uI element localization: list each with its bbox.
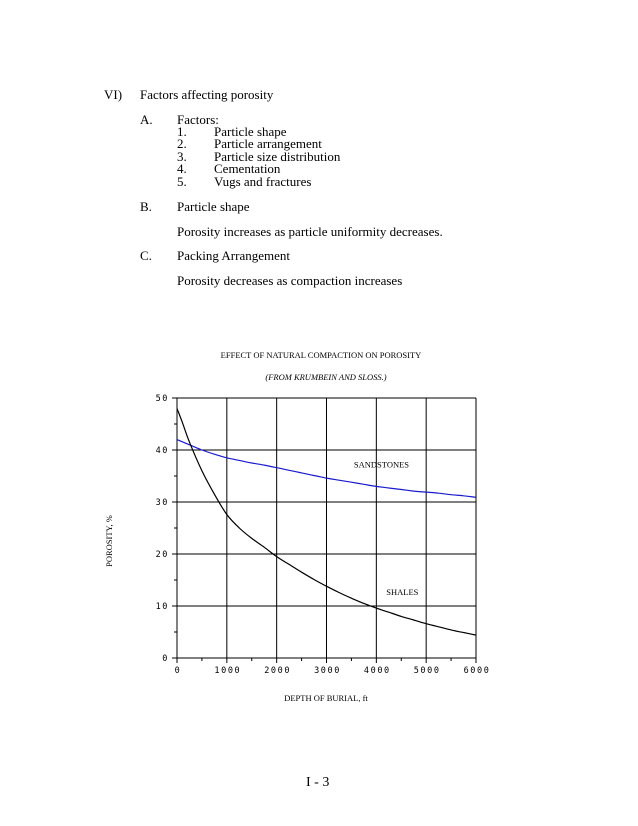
- subsection-b-title: Particle shape: [177, 199, 250, 214]
- factor-5-text: Vugs and fractures: [214, 174, 312, 189]
- x-tick-label: 5000: [413, 666, 441, 676]
- x-tick-label: 0: [174, 666, 182, 676]
- subsection-c-body: Porosity decreases as compaction increases: [177, 273, 403, 288]
- y-axis-label: POROSITY, %: [104, 515, 114, 567]
- subsection-a-title: Factors:: [177, 112, 219, 127]
- section-number: VI): [104, 87, 123, 102]
- y-tick-label: 10: [155, 602, 169, 612]
- chart-title: EFFECT OF NATURAL COMPACTION ON POROSITY: [220, 350, 422, 360]
- y-tick-label: 0: [162, 654, 169, 664]
- subsection-c-title: Packing Arrangement: [177, 248, 290, 263]
- series-label-shales: SHALES: [386, 587, 419, 598]
- x-tick-label: 1000: [214, 666, 242, 676]
- series-label-sandstones: SANDSTONES: [353, 459, 410, 470]
- factor-1-text: Particle shape: [214, 124, 287, 139]
- y-tick-label: 50: [155, 394, 169, 404]
- chart-subtitle: (FROM KRUMBEIN AND SLOSS.): [265, 372, 387, 382]
- subsection-b-body: Porosity increases as particle uniformity decreases.: [177, 224, 443, 239]
- chart-ticks: [156, 394, 491, 676]
- page-number: I - 3: [306, 775, 330, 790]
- x-axis-label: DEPTH OF BURIAL, ft: [284, 693, 368, 703]
- y-tick-label: 30: [155, 498, 169, 508]
- factor-1-number: 1.: [177, 124, 187, 139]
- subsection-b-letter: B.: [140, 199, 152, 214]
- section-title: Factors affecting porosity: [140, 87, 274, 102]
- subsection-a-letter: A.: [140, 112, 153, 127]
- chart-annotations: [354, 460, 419, 597]
- subsection-c-letter: C.: [140, 248, 152, 263]
- factor-3-text: Particle size distribution: [214, 149, 341, 164]
- chart-grid: [177, 398, 476, 658]
- factor-2-text: Particle arrangement: [214, 136, 322, 151]
- x-tick-label: 3000: [314, 666, 341, 676]
- factor-2-number: 2.: [177, 136, 187, 151]
- x-tick-label: 6000: [463, 666, 491, 676]
- factor-5-number: 5.: [177, 174, 187, 189]
- y-tick-label: 20: [155, 550, 169, 560]
- factor-4-text: Cementation: [214, 161, 281, 176]
- x-tick-label: 2000: [264, 666, 292, 676]
- x-tick-label: 4000: [363, 666, 391, 676]
- factor-4-number: 4.: [177, 161, 187, 176]
- factor-3-number: 3.: [177, 149, 187, 164]
- y-tick-label: 40: [155, 446, 169, 456]
